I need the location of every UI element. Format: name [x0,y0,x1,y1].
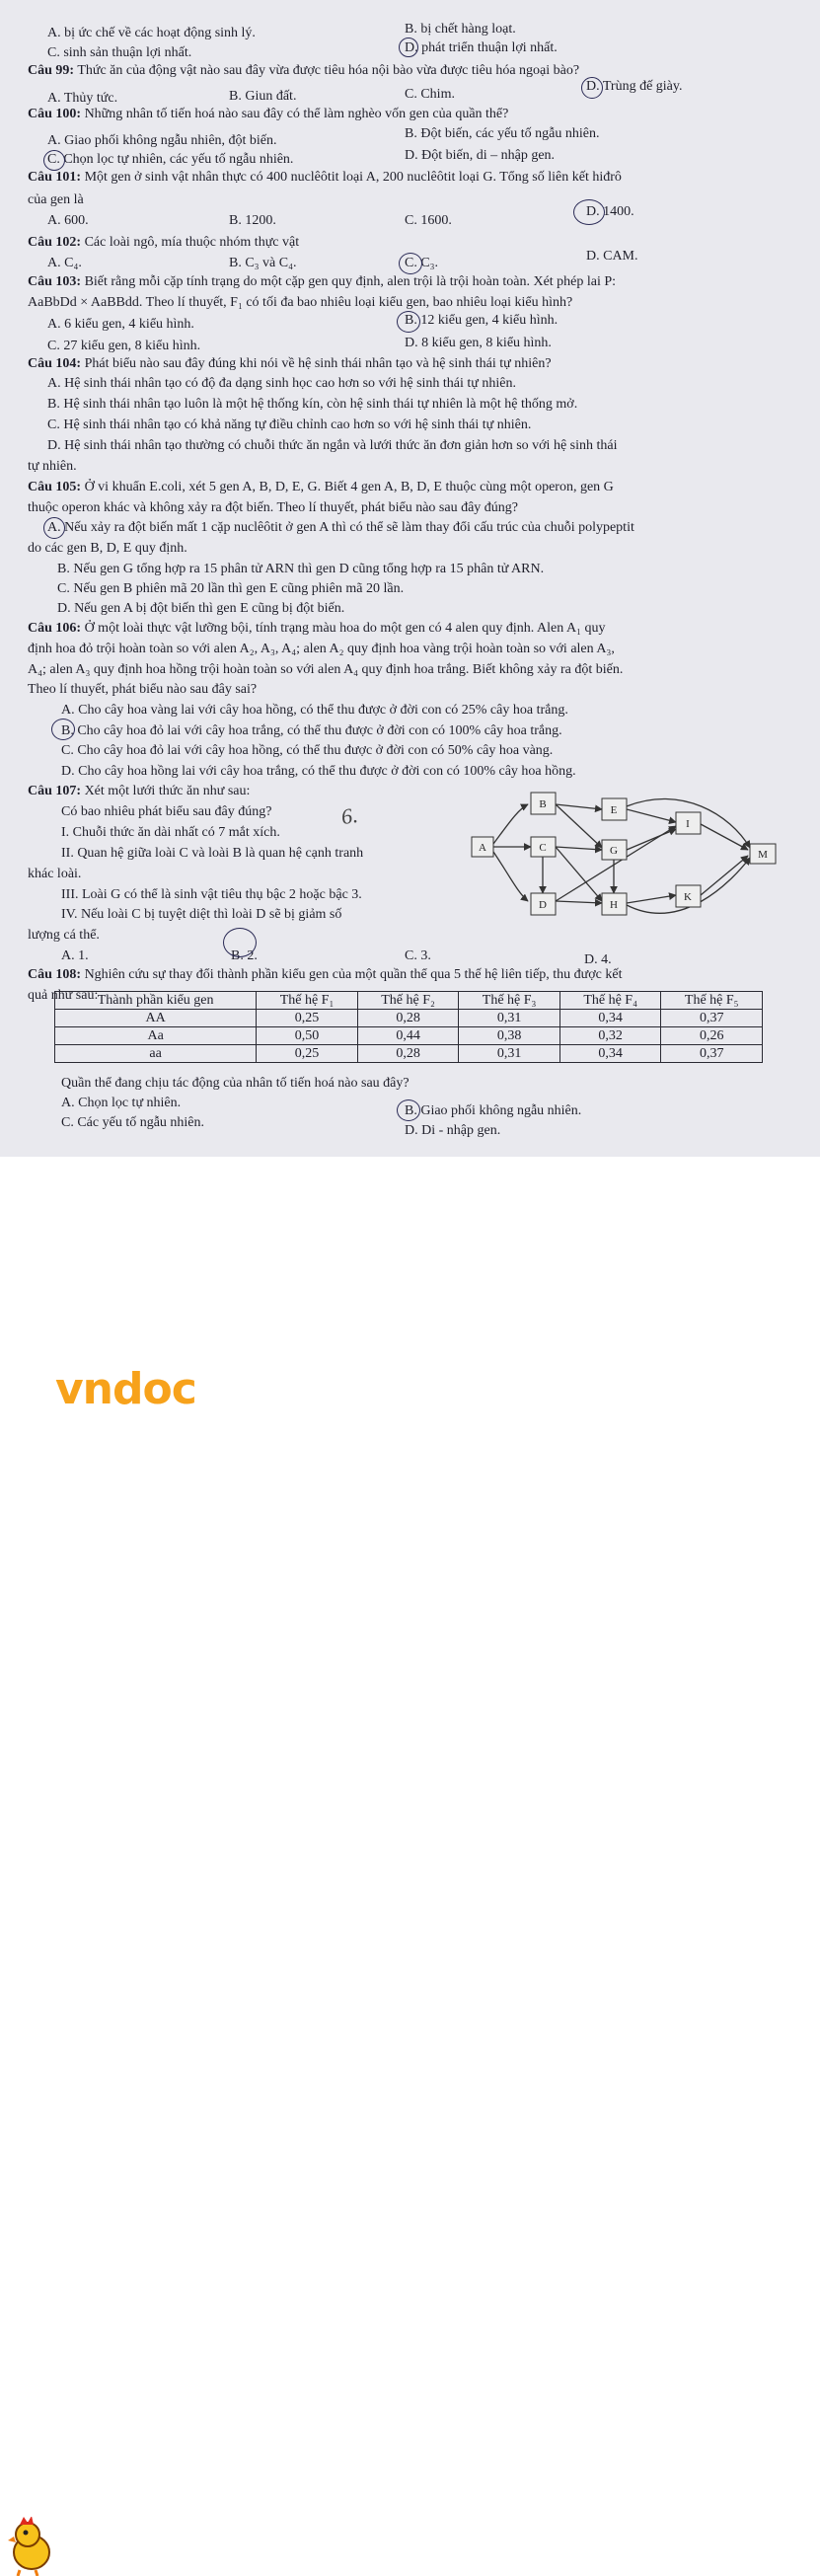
line-text: Quần thể đang chịu tác động của nhân tố tiến hoá nào sau đây? [61,1076,410,1091]
line-text: Ở vi khuẩn E.coli, xét 5 gen A, B, D, E, G. Biết 4 gen A, B, D, E thuộc cùng một operon, gen G [84,480,614,494]
line-text: B. Giun đất. [229,89,297,104]
line-text: D. Cho cây hoa hồng lai với cây hoa trắng, có thể thu được ở đời con có 100% cây hoa hồng. [61,764,576,779]
text-line [61,846,363,862]
table-row [55,1027,763,1045]
table-cell: 0,44 [357,1027,459,1045]
line-text: B. 12 kiểu gen, 4 kiểu hình. [405,313,559,328]
text-line [61,703,568,719]
answer-circle [581,77,603,99]
text-line [61,825,280,841]
table-cell: Aa [55,1027,257,1045]
question-number: Câu 106: [28,621,82,636]
table-cell: aa [55,1045,257,1063]
node-M: M [758,849,768,861]
line-text: Thức ăn của động vật nào sau đây vừa được tiêu hóa nội bào vừa được tiêu hóa ngoại bào? [77,63,580,78]
line-text: A. Giao phối không ngẫu nhiên, đột biến. [47,133,277,148]
table-row [55,1010,763,1027]
text-line [47,339,200,354]
line-text: B. bị chết hàng loạt. [405,22,516,37]
line-text: định hoa đỏ trội hoàn toàn so với alen A₂, A₃, A₄; alen A₂ quy định hoa vàng trội hoàn toàn so với alen A₃, [28,642,615,656]
node-E: E [610,804,618,816]
question-line [28,480,614,495]
table-cell: 0,37 [661,1045,763,1063]
table-cell: 0,32 [559,1027,661,1045]
line-text: tự nhiên. [28,459,77,474]
answer-circle [573,199,605,225]
text-line [61,887,362,903]
line-text: thuộc operon khác và không xảy ra đột biến. Theo lí thuyết, phát biểu nào sau đây đúng? [28,500,518,515]
text-line [61,1096,181,1111]
table-cell: 0,26 [661,1027,763,1045]
line-text: B. Hệ sinh thái nhân tạo luôn là một hệ thống kín, còn hệ sinh thái tự nhiên là một hệ thống mở. [47,397,578,412]
text-line [405,213,452,229]
table-cell: AA [55,1010,257,1027]
question-line [28,356,552,372]
text-line [47,45,191,61]
line-text: C. Các yếu tố ngẫu nhiên. [61,1115,205,1130]
question-number: Câu 99: [28,63,75,78]
text-line [405,148,555,164]
answer-circle [397,311,420,333]
line-text: B. Giao phối không ngẫu nhiên. [405,1103,582,1118]
text-line [57,562,544,577]
text-line [47,417,531,433]
text-line [61,743,553,759]
text-line [405,22,516,38]
line-text: Ở một loài thực vật lưỡng bội, tính trạng màu hoa do một gen có 4 alen quy định. Alen A₁ quy [84,621,606,636]
question-line [28,107,508,122]
line-text: D. 4. [584,952,612,967]
question-line [28,784,250,799]
line-text: Có bao nhiêu phát biểu sau đây đúng? [61,804,272,819]
text-line [47,91,117,107]
question-line [28,621,605,637]
text-line [57,601,344,617]
table-header: Thế hệ F₃ [459,992,560,1010]
text-line [57,581,404,597]
line-text: Theo lí thuyết, phát biểu nào sau đây sai? [28,682,258,697]
answer-circle [43,517,65,539]
table-cell: 0,50 [257,1027,358,1045]
vndoc-logo[interactable]: vndoc [55,1364,196,1414]
text-line [405,126,600,142]
line-text: khác loài. [28,867,82,881]
node-B: B [539,798,547,810]
text-line [229,213,276,229]
line-text: C. sinh sản thuận lợi nhất. [47,45,192,60]
text-line [61,764,576,780]
node-H: H [610,899,618,911]
text-line [584,952,612,968]
exam-page-photo [0,0,820,1157]
text-line [28,642,615,657]
question-number: Câu 103: [28,274,82,289]
line-text: IV. Nếu loài C bị tuyệt diệt thì loài D sẽ bị giảm số [61,907,342,922]
answer-circle [223,928,257,957]
line-text: B. Cho cây hoa đỏ lai với cây hoa trắng, có thể thu được ở đời con có 100% cây hoa trắng. [61,723,562,738]
line-text: D. Nếu gen A bị đột biến thì gen E cũng bị đột biến. [57,601,345,616]
table-header: Thành phần kiểu gen [55,992,257,1010]
table-header: Thế hệ F₅ [661,992,763,1010]
table-cell: 0,28 [357,1010,459,1027]
table-cell: 0,31 [459,1045,560,1063]
question-number: Câu 104: [28,356,82,371]
table-header: Thế hệ F₂ [357,992,459,1010]
line-text: A. 600. [47,213,89,228]
question-number: Câu 102: [28,235,82,250]
text-line [61,723,562,739]
text-line [28,928,100,944]
question-line [28,274,616,290]
line-text: D. Di - nhập gen. [405,1123,501,1138]
chicken-mascot-icon [6,2517,55,2576]
line-text: B. C₃ và C₄. [229,256,297,270]
line-text: Nghiên cứu sự thay đổi thành phần kiểu gen của một quần thể qua 5 thế hệ liên tiếp, thu được kết [84,967,623,982]
text-line [229,256,297,271]
line-text: A. 1. [61,948,89,963]
line-text: A. Thủy tức. [47,91,118,106]
line-text: A. Hệ sinh thái nhân tạo có độ đa dạng sinh học cao hơn so với hệ sinh thái tự nhiên. [47,376,516,391]
question-line [28,235,299,251]
text-line [47,317,194,333]
genotype-table [54,991,763,1063]
answer-circle [43,150,65,171]
line-text: quả như sau: [28,988,99,1003]
text-line [405,1103,581,1119]
answer-circle [399,38,418,57]
line-text: C. 3. [405,948,431,963]
text-line [28,662,623,678]
table-cell: 0,31 [459,1010,560,1027]
question-number: Câu 101: [28,170,82,185]
text-line [405,336,552,351]
text-line [61,948,89,964]
text-line [405,40,558,56]
line-text: A. Cho cây hoa vàng lai với cây hoa hồng, có thể thu được ở đời con có 25% cây hoa trắng. [61,703,568,718]
line-text: C. 27 kiểu gen, 8 kiểu hình. [47,339,201,353]
line-text: C. Cho cây hoa đỏ lai với cây hoa hồng, có thể thu được ở đời con có 50% cây hoa vàng. [61,743,554,758]
table-cell: 0,37 [661,1010,763,1027]
line-text: D. phát triển thuận lợi nhất. [405,40,558,55]
table-row [55,1045,763,1063]
line-text: B. Nếu gen G tổng hợp ra 15 phân tử ARN thì gen D cũng tổng hợp ra 15 phân tử ARN. [57,562,545,576]
text-line [28,295,572,311]
line-text: A. Chọn lọc tự nhiên. [61,1096,182,1110]
text-line [405,1123,500,1139]
line-text: Những nhân tố tiến hoá nào sau đây có thể làm nghèo vốn gen của quần thể? [84,107,509,121]
line-text: C. 1600. [405,213,452,228]
text-line [47,152,293,168]
text-line [28,192,84,208]
line-text: A₄; alen A₃ quy định hoa hồng trội hoàn toàn so với alen A₄ quy định hoa trắng. Biết không xảy ra đột biến. [28,662,624,677]
text-line [28,541,187,557]
question-number: Câu 107: [28,784,82,798]
text-line [61,804,271,820]
text-line [28,682,257,698]
node-K: K [684,891,692,903]
text-line [405,87,455,103]
line-text: A. bị ức chế về các hoạt động sinh lý. [47,26,256,40]
node-C: C [539,842,547,854]
line-text: C. C₃. [405,256,439,270]
table-header-row [55,992,763,1010]
text-line [405,313,558,329]
text-line [47,26,256,41]
node-A: A [479,842,486,854]
line-text: A. C₄. [47,256,82,270]
question-number: Câu 108: [28,967,82,982]
line-text: của gen là [28,192,84,207]
answer-circle [397,1099,420,1121]
line-text: D. Đột biến, di – nhập gen. [405,148,556,163]
food-web-diagram [464,785,789,933]
line-text: A. 6 kiểu gen, 4 kiểu hình. [47,317,194,332]
line-text: D. Trùng đế giày. [586,79,683,94]
line-text: D. CAM. [586,249,638,264]
line-text: C. Chim. [405,87,455,102]
question-number: Câu 100: [28,107,82,121]
line-text: A. Nếu xảy ra đột biến mất 1 cặp nuclêôtit ở gen A thì có thể sẽ làm thay đổi cấu trúc của chuỗi polypeptit [47,520,634,535]
line-text: C. Hệ sinh thái nhân tạo có khả năng tự điều chỉnh cao hơn so với hệ sinh thái tự nhiên. [47,417,532,432]
table-cell: 0,25 [257,1010,358,1027]
line-text: D. 8 kiểu gen, 8 kiểu hình. [405,336,552,350]
line-text: C. Nếu gen B phiên mã 20 lần thì gen E cũng phiên mã 20 lần. [57,581,405,596]
text-line [47,133,277,149]
line-text: lượng cá thể. [28,928,100,943]
line-text: III. Loài G có thể là sinh vật tiêu thụ bậc 2 hoặc bậc 3. [61,887,362,902]
table-cell: 0,28 [357,1045,459,1063]
table-cell: 0,34 [559,1010,661,1027]
question-line [28,63,579,79]
question-number: Câu 105: [28,480,82,494]
node-I: I [686,818,690,830]
table-cell: 0,25 [257,1045,358,1063]
node-G: G [610,845,618,857]
line-text: Các loài ngô, mía thuộc nhóm thực vật [84,235,300,250]
table-header: Thế hệ F₁ [257,992,358,1010]
text-line [405,948,431,964]
text-line [28,459,77,475]
text-line [28,500,518,516]
text-line [47,397,577,413]
answer-circle [51,719,75,740]
text-line [47,520,634,536]
node-D: D [539,899,547,911]
line-text: I. Chuỗi thức ăn dài nhất có 7 mắt xích. [61,825,280,840]
line-text: D. 1400. [586,204,634,219]
text-line [47,213,89,229]
line-text: II. Quan hệ giữa loài C và loài B là quan hệ cạnh tranh [61,846,364,861]
table-cell: 0,38 [459,1027,560,1045]
table-header: Thế hệ F₄ [559,992,661,1010]
line-text: do các gen B, D, E quy định. [28,541,187,556]
text-line [61,1115,204,1131]
text-line [61,1076,410,1092]
line-text: C. Chọn lọc tự nhiên, các yếu tố ngẫu nhiên. [47,152,294,167]
text-line [28,867,81,882]
line-text: Xét một lưới thức ăn như sau: [84,784,251,798]
text-line [47,256,82,271]
answer-circle [399,253,422,274]
line-text: B. 2. [231,948,258,963]
line-text: AaBbDd × AaBBdd. Theo lí thuyết, F₁ có tối đa bao nhiêu loại kiểu gen, bao nhiêu loại kiểu hình? [28,295,573,310]
question-line [28,967,622,983]
line-text: B. 1200. [229,213,276,228]
handwritten-note: 6. [339,801,360,830]
text-line [47,376,516,392]
line-text: Một gen ở sinh vật nhân thực có 400 nuclêôtit loại A, 200 nuclêôtit loại G. Tổng số liên kết hiđrô [84,170,622,185]
table-cell: 0,34 [559,1045,661,1063]
line-text: Biết rằng mỗi cặp tính trạng do một cặp gen quy định, alen trội là trội hoàn toàn. Xét phép lai P: [84,274,617,289]
text-line [586,249,638,265]
text-line [61,907,341,923]
line-text: D. Hệ sinh thái nhân tạo thường có chuỗi thức ăn ngắn và lưới thức ăn đơn giản hơn so với hệ sinh thái [47,438,618,453]
text-line [47,438,618,454]
question-line [28,170,622,186]
text-line [229,89,296,105]
line-text: Phát biểu nào sau đây đúng khi nói về hệ sinh thái nhân tạo và hệ sinh thái tự nhiên? [84,356,552,371]
line-text: B. Đột biến, các yếu tố ngẫu nhiên. [405,126,600,141]
